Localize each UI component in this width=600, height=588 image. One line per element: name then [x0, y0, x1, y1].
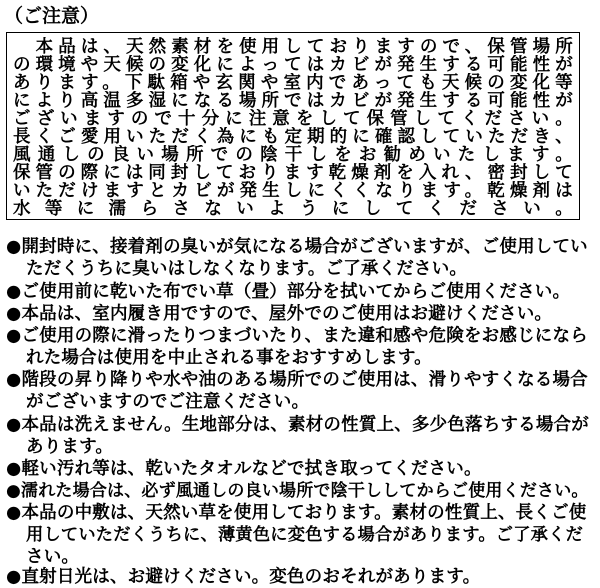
caution-item-cont: さい。	[26, 547, 80, 567]
caution-item: ●ご使用の際に滑ったりつまづいたり、また違和感や危険をお感じになら	[6, 326, 588, 346]
notice-line: 長くご愛用いただく為にも定期的に確認していただき、	[13, 127, 573, 147]
caution-item-cont: れた場合は使用を中止される事をおすすめします。	[26, 348, 432, 368]
caution-item-cont: あります。	[26, 437, 114, 457]
caution-item: ●ご使用前に乾いた布でい草（畳）部分を拭いてからご使用ください。	[6, 282, 571, 302]
notice-line: 風通しの良い場所での陰干しをお勧めいたします。	[13, 145, 573, 165]
caution-item: ●開封時に、接着剤の臭いが気になる場合がございますが、ご使用してい	[6, 237, 588, 257]
notice-line: 水等に濡らさないようにしてください。	[13, 199, 573, 219]
caution-item: ●軽い汚れ等は、乾いたタオルなどで拭き取ってください。	[6, 459, 482, 479]
notice-line: いただけますとカビが発生しにくくなります。乾燥剤は	[13, 181, 573, 201]
notice-line: により高温多湿になる場所ではカビが発生する可能性が	[13, 91, 573, 111]
caution-item: ●直射日光は、お避けください。変色のおそれがあります。	[6, 567, 481, 587]
notice-heading: （ご注意）	[4, 5, 100, 27]
notice-line: の環境や天候の変化によってはカビが発生する可能性が	[13, 55, 573, 75]
notice-box	[6, 32, 580, 220]
caution-item: ●階段の昇り降りや水や油のある場所でのご使用は、滑りやすくなる場合	[6, 370, 588, 390]
caution-item-cont: 用していただくうちに、薄黄色に変色する場合があります。ご了承くだ	[26, 525, 584, 545]
caution-item-cont: ただくうちに臭いはしなくなります。ご了承ください。	[26, 259, 468, 279]
caution-item: ●本品は、室内履き用ですので、屋外でのご使用はお避けください。	[6, 304, 553, 324]
notice-line: あります。下駄箱や玄関や室内であっても天候の変化等	[13, 73, 573, 93]
caution-item: ●濡れた場合は、必ず風通しの良い場所で陰干ししてからご使用ください。	[6, 481, 589, 501]
caution-item: ●本品の中敷は、天然い草を使用しております。素材の性質上、長くご使	[6, 503, 587, 523]
caution-item-cont: がございますのでご注意ください。	[26, 392, 310, 412]
notice-line: ございますので十分に注意をして保管してください。	[13, 109, 573, 129]
notice-line: 本品は、天然素材を使用しておりますので、保管場所	[13, 37, 573, 57]
notice-line: 保管の際には同封しております乾燥剤を入れ、密封して	[13, 163, 573, 183]
caution-item: ●本品は洗えません。生地部分は、素材の性質上、多少色落ちする場合が	[6, 415, 589, 435]
